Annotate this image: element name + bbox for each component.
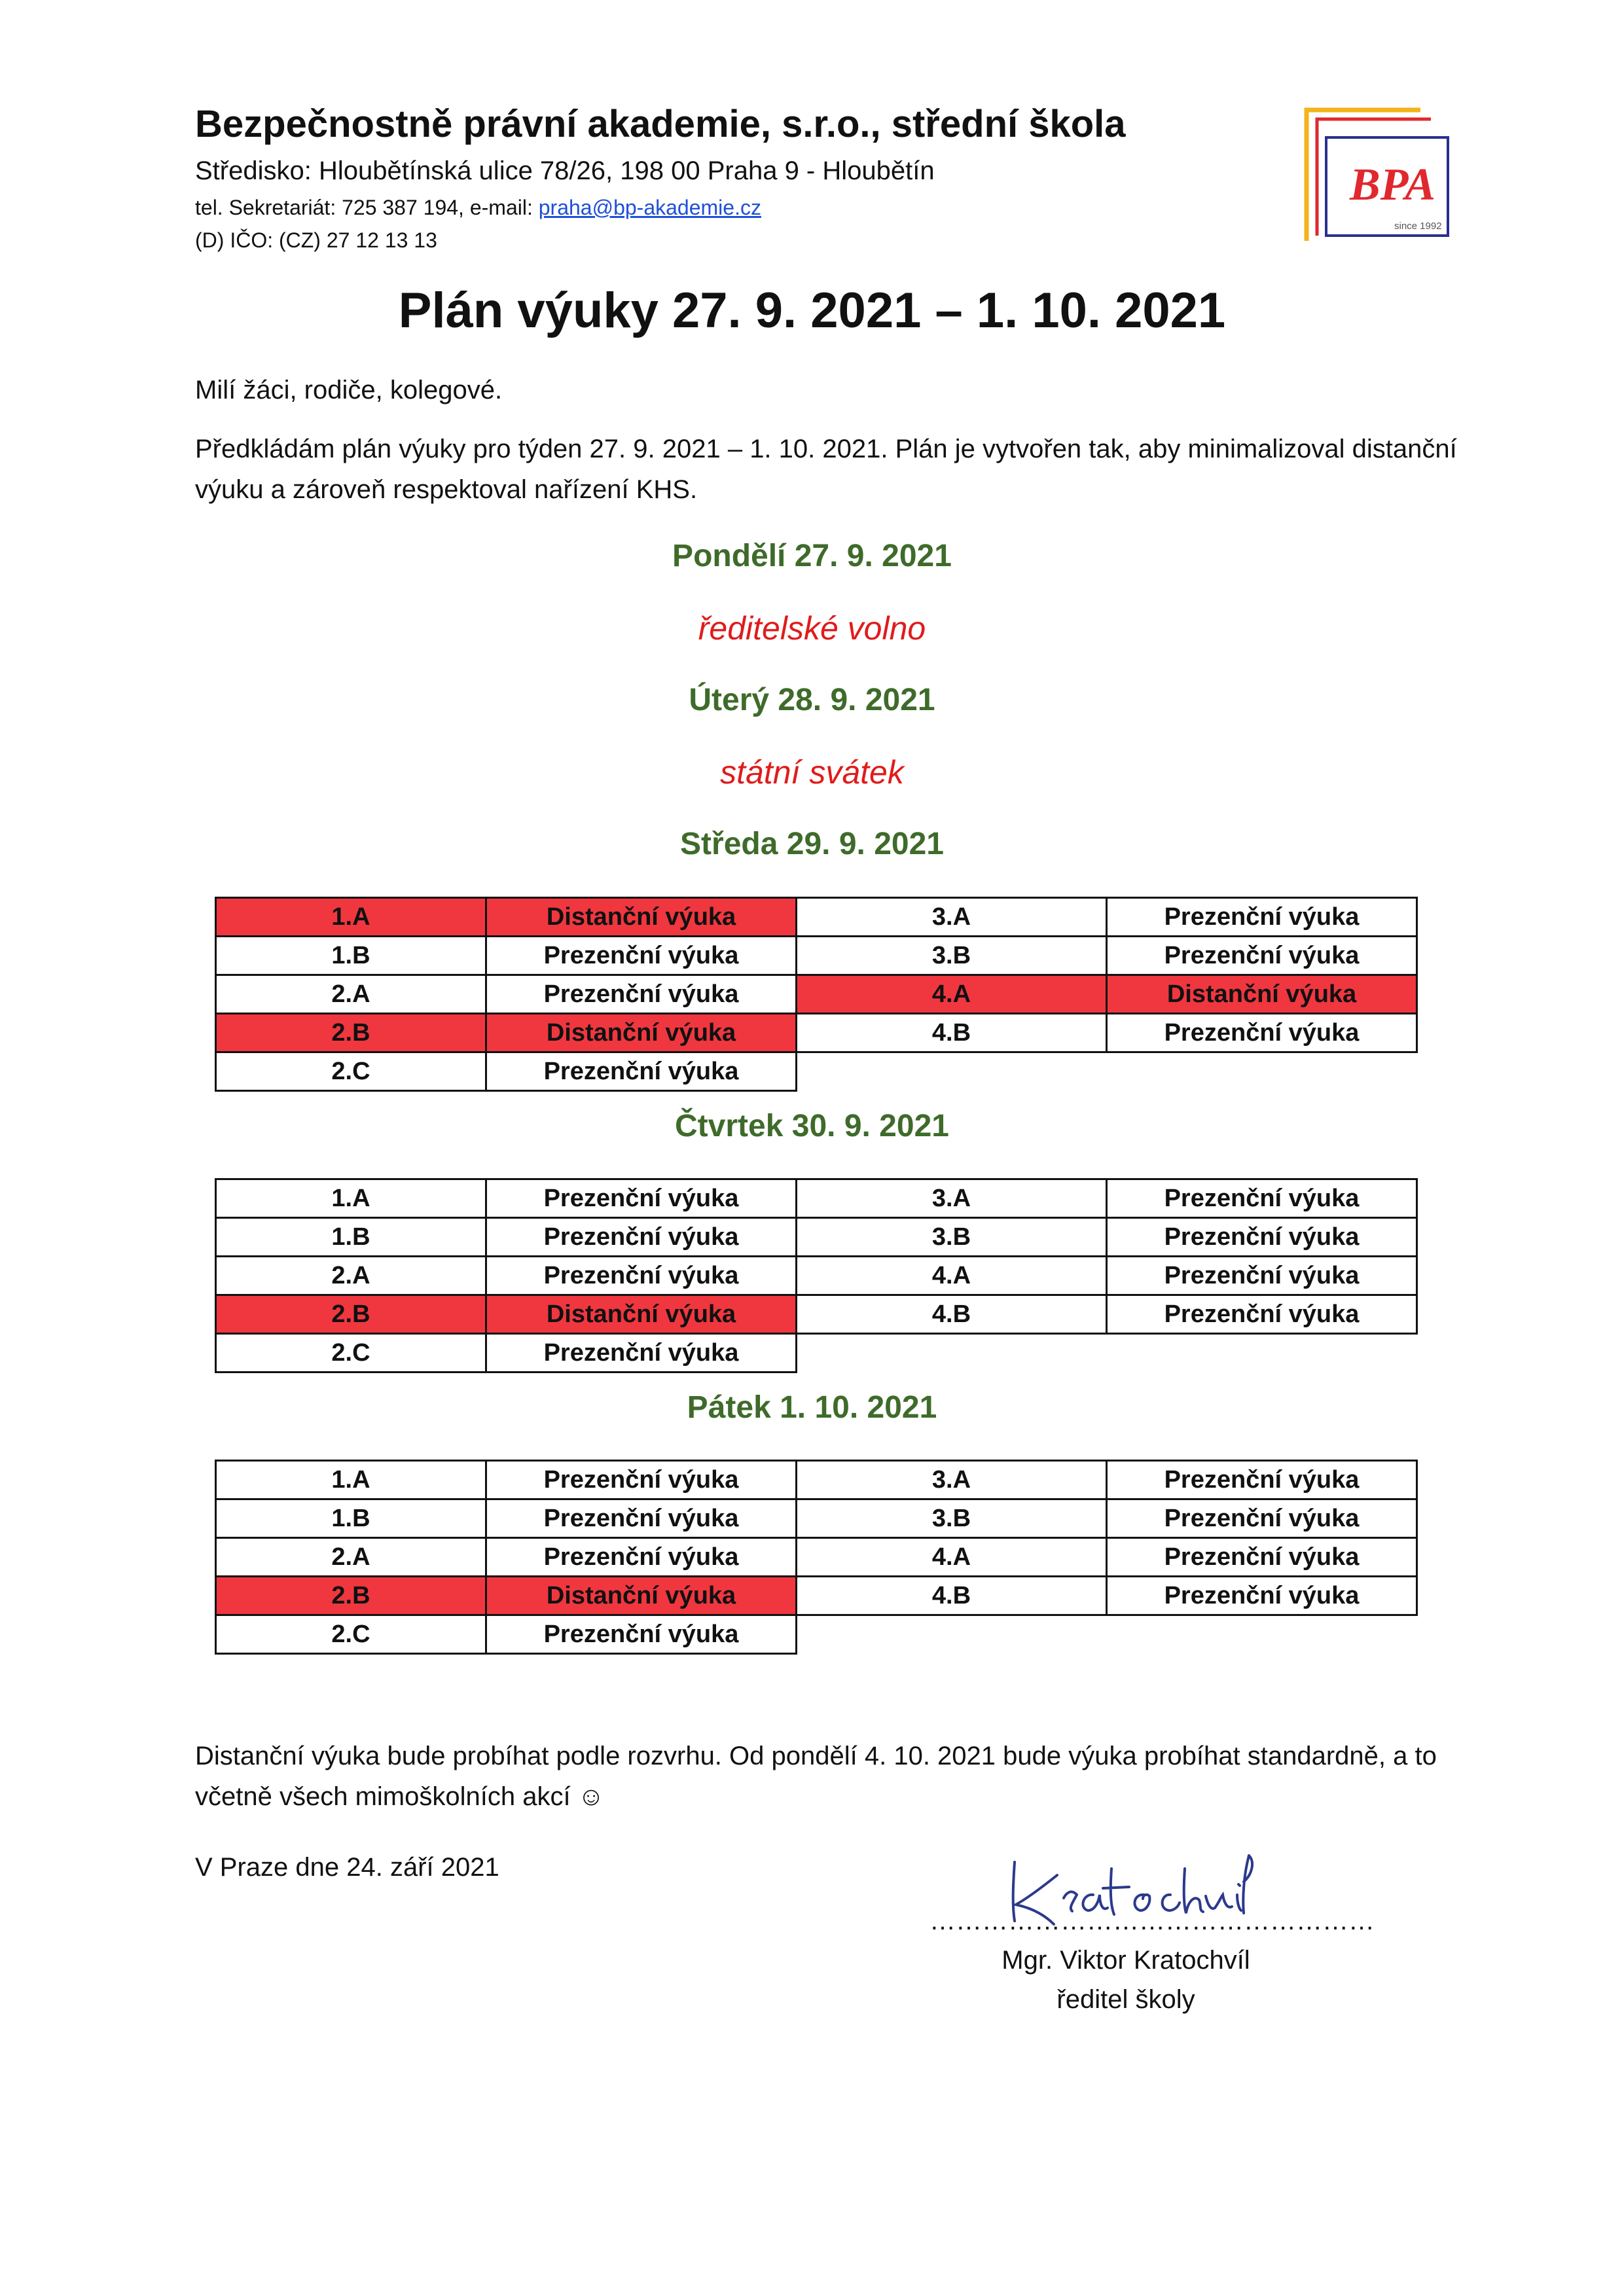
class-cell: 4.B bbox=[797, 1577, 1107, 1615]
table-row bbox=[216, 1218, 1417, 1257]
ico-line: (D) IČO: (CZ) 27 12 13 13 bbox=[195, 228, 437, 252]
mode-cell: Prezenční výuka bbox=[1107, 1538, 1417, 1577]
place-date: V Praze dne 24. září 2021 bbox=[195, 1853, 499, 1882]
table-row bbox=[216, 1179, 1417, 1218]
mode-cell: Prezenční výuka bbox=[486, 1615, 797, 1654]
empty-cell bbox=[797, 1334, 1107, 1372]
class-cell: 2.B bbox=[216, 1014, 486, 1052]
mode-cell: Prezenční výuka bbox=[1107, 1014, 1417, 1052]
class-cell: 3.B bbox=[797, 1499, 1107, 1538]
mode-cell: Prezenční výuka bbox=[486, 1179, 797, 1218]
day-heading-wednesday: Středa 29. 9. 2021 bbox=[680, 827, 944, 861]
class-cell: 4.A bbox=[797, 1257, 1107, 1295]
mode-cell: Prezenční výuka bbox=[1107, 1295, 1417, 1334]
class-cell: 1.B bbox=[216, 1499, 486, 1538]
table-row bbox=[216, 1577, 1417, 1615]
day-note-tuesday: státní svátek bbox=[720, 754, 904, 791]
table-row bbox=[216, 937, 1417, 975]
mode-cell: Distanční výuka bbox=[486, 1014, 797, 1052]
mode-cell: Prezenční výuka bbox=[486, 975, 797, 1014]
greeting: Milí žáci, rodiče, kolegové. bbox=[195, 376, 503, 404]
table-row bbox=[216, 1499, 1417, 1538]
signatory-name: Mgr. Viktor Kratochvíl bbox=[1001, 1946, 1250, 1975]
empty-cell bbox=[1107, 1334, 1417, 1372]
mode-cell: Prezenční výuka bbox=[486, 1257, 797, 1295]
letterhead bbox=[195, 98, 1308, 257]
intro-paragraph: Předkládám plán výuky pro týden 27. 9. 2021 – 1. 10. 2021. Plán je vytvořen tak, aby minimalizoval distanční výuku a zároveň respektoval nařízení KHS. bbox=[195, 435, 1457, 504]
class-cell: 1.A bbox=[216, 1461, 486, 1499]
bpa-logo-icon bbox=[1303, 105, 1453, 245]
mode-cell: Prezenční výuka bbox=[1107, 1257, 1417, 1295]
day-heading-monday: Pondělí 27. 9. 2021 bbox=[672, 539, 952, 573]
class-cell: 4.B bbox=[797, 1014, 1107, 1052]
mode-cell: Prezenční výuka bbox=[1107, 898, 1417, 937]
day-heading-friday: Pátek 1. 10. 2021 bbox=[687, 1390, 937, 1425]
class-cell: 2.C bbox=[216, 1615, 486, 1654]
mode-cell: Prezenční výuka bbox=[486, 1499, 797, 1538]
mode-cell: Distanční výuka bbox=[486, 1295, 797, 1334]
mode-cell: Prezenční výuka bbox=[1107, 1461, 1417, 1499]
mode-cell: Distanční výuka bbox=[486, 1577, 797, 1615]
table-row bbox=[216, 1334, 1417, 1372]
email-link[interactable]: praha@bp-akademie.cz bbox=[538, 196, 761, 219]
class-cell: 3.B bbox=[797, 1218, 1107, 1257]
class-cell: 2.B bbox=[216, 1577, 486, 1615]
mode-cell: Prezenční výuka bbox=[1107, 1179, 1417, 1218]
contact-line bbox=[195, 191, 1308, 224]
class-cell: 4.A bbox=[797, 975, 1107, 1014]
contact-prefix: tel. Sekretariát: 725 387 194, e-mail: bbox=[195, 196, 539, 219]
class-cell: 2.C bbox=[216, 1052, 486, 1091]
schedule-table-friday bbox=[215, 1460, 1418, 1655]
class-cell: 1.B bbox=[216, 1218, 486, 1257]
logo-text: BPA bbox=[1350, 160, 1435, 210]
class-cell: 2.B bbox=[216, 1295, 486, 1334]
mode-cell: Prezenční výuka bbox=[1107, 1577, 1417, 1615]
table-row bbox=[216, 1615, 1417, 1654]
class-cell: 4.A bbox=[797, 1538, 1107, 1577]
class-cell: 2.A bbox=[216, 1538, 486, 1577]
mode-cell: Prezenční výuka bbox=[1107, 1499, 1417, 1538]
class-cell: 3.A bbox=[797, 898, 1107, 937]
mode-cell: Prezenční výuka bbox=[486, 1461, 797, 1499]
class-cell: 1.A bbox=[216, 1179, 486, 1218]
class-cell: 2.A bbox=[216, 1257, 486, 1295]
table-row bbox=[216, 1295, 1417, 1334]
mode-cell: Prezenční výuka bbox=[486, 1218, 797, 1257]
class-cell: 1.A bbox=[216, 898, 486, 937]
empty-cell bbox=[1107, 1052, 1417, 1091]
mode-cell: Prezenční výuka bbox=[1107, 1218, 1417, 1257]
mode-cell: Distanční výuka bbox=[486, 898, 797, 937]
class-cell: 2.A bbox=[216, 975, 486, 1014]
school-name: Bezpečnostně právní akademie, s.r.o., střední škola bbox=[195, 103, 1126, 145]
day-note-monday: ředitelské volno bbox=[698, 610, 926, 647]
schedule-table-wednesday bbox=[215, 897, 1418, 1092]
school-address: Středisko: Hloubětínská ulice 78/26, 198 00 Praha 9 - Hloubětín bbox=[195, 156, 935, 185]
mode-cell: Prezenční výuka bbox=[486, 1538, 797, 1577]
mode-cell: Prezenční výuka bbox=[1107, 937, 1417, 975]
class-cell: 3.A bbox=[797, 1179, 1107, 1218]
class-cell: 2.C bbox=[216, 1334, 486, 1372]
empty-cell bbox=[797, 1615, 1107, 1654]
table-row bbox=[216, 1461, 1417, 1499]
class-cell: 3.B bbox=[797, 937, 1107, 975]
page-title: Plán výuky 27. 9. 2021 – 1. 10. 2021 bbox=[398, 283, 1226, 338]
mode-cell: Prezenční výuka bbox=[486, 1052, 797, 1091]
day-heading-tuesday: Úterý 28. 9. 2021 bbox=[689, 683, 935, 717]
empty-cell bbox=[1107, 1615, 1417, 1654]
table-row bbox=[216, 1257, 1417, 1295]
mode-cell: Prezenční výuka bbox=[486, 937, 797, 975]
schedule-table-thursday bbox=[215, 1178, 1418, 1373]
class-cell: 3.A bbox=[797, 1461, 1107, 1499]
table-row bbox=[216, 1052, 1417, 1091]
mode-cell: Distanční výuka bbox=[1107, 975, 1417, 1014]
class-cell: 1.B bbox=[216, 937, 486, 975]
table-row bbox=[216, 898, 1417, 937]
table-row bbox=[216, 1538, 1417, 1577]
signature-dots: …………………………………………… bbox=[929, 1907, 1375, 1935]
logo-since: since 1992 bbox=[1394, 221, 1442, 232]
table-row bbox=[216, 1014, 1417, 1052]
closing-paragraph: Distanční výuka bude probíhat podle rozvrhu. Od pondělí 4. 10. 2021 bude výuka probíhat standardně, a to včetně všech mimoškolních akcí ☺ bbox=[195, 1742, 1437, 1811]
class-cell: 4.B bbox=[797, 1295, 1107, 1334]
signatory-role: ředitel školy bbox=[1056, 1985, 1195, 2014]
day-heading-thursday: Čtvrtek 30. 9. 2021 bbox=[675, 1109, 949, 1143]
table-row bbox=[216, 975, 1417, 1014]
mode-cell: Prezenční výuka bbox=[486, 1334, 797, 1372]
empty-cell bbox=[797, 1052, 1107, 1091]
